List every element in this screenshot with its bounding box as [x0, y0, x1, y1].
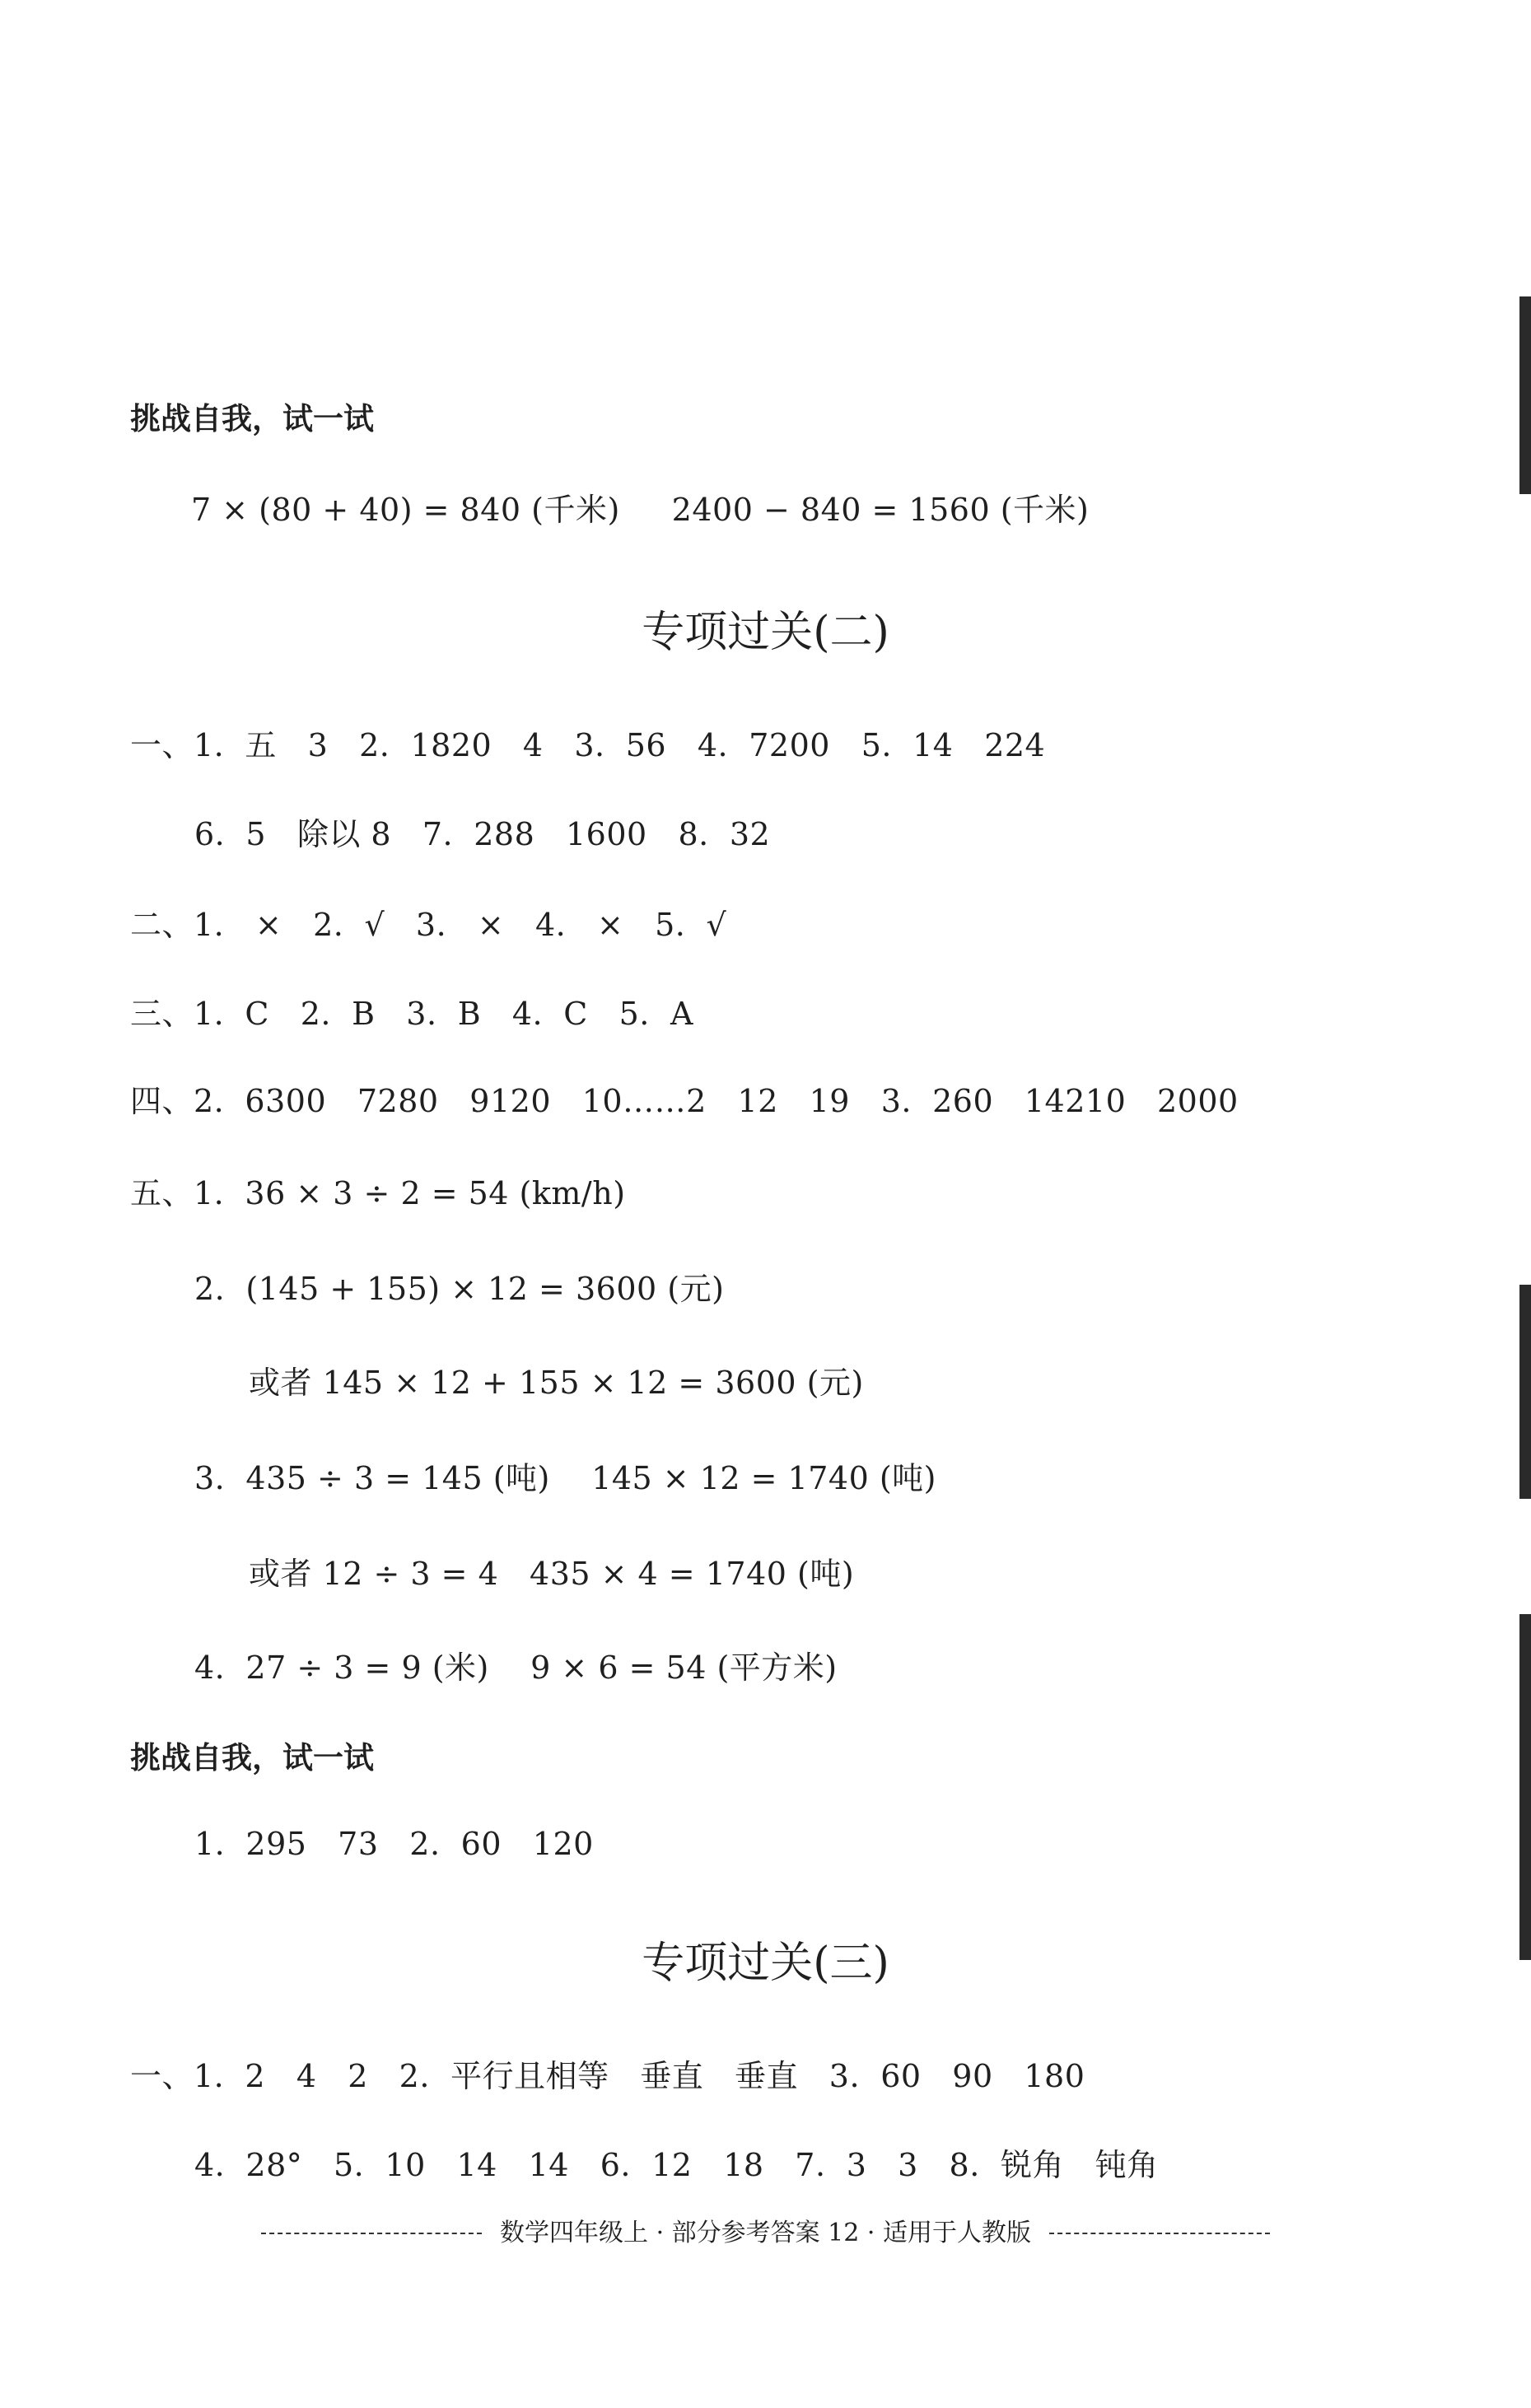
answer-line: 6. 5 除以 8 7. 288 1600 8. 32 — [194, 816, 771, 852]
answer-line: 1. 295 73 2. 60 120 — [194, 1826, 594, 1862]
answer-line: 4. 28° 5. 10 14 14 6. 12 18 7. 3 3 8. 锐角 钝角 — [194, 2147, 1159, 2183]
footer-rule-right — [1049, 2233, 1270, 2234]
answer-line: 3. 435 ÷ 3 = 145 (吨) 145 × 12 = 1740 (吨) — [194, 1460, 937, 1496]
answer-line: 2. (145 + 155) × 12 = 3600 (元) — [194, 1271, 725, 1307]
footer-rule-left — [261, 2233, 482, 2234]
challenge-heading-2: 挑战自我，试一试 — [130, 1740, 374, 1776]
answer-line: 三、1. C 2. B 3. B 4. C 5. A — [130, 996, 693, 1032]
scan-edge-middle — [1519, 1285, 1531, 1499]
answer-line: 五、1. 36 × 3 ÷ 2 = 54 (km/h) — [130, 1175, 626, 1211]
page-footer — [0, 2217, 1531, 2250]
challenge-heading-1: 挑战自我，试一试 — [130, 401, 374, 436]
answer-line: 一、1. 2 4 2 2. 平行且相等 垂直 垂直 3. 60 90 180 — [130, 2058, 1085, 2094]
answer-line: 7 × (80 + 40) = 840 (千米) 2400 − 840 = 1560 (千米) — [191, 492, 1090, 528]
scan-edge-bottom — [1519, 1614, 1531, 1960]
answer-line: 四、2. 6300 7280 9120 10……2 12 19 3. 260 14210 2000 — [130, 1083, 1239, 1119]
section-title-3: 专项过关(三) — [642, 1939, 889, 1988]
scan-edge-top — [1519, 296, 1531, 494]
answer-line: 一、1. 五 3 2. 1820 4 3. 56 4. 7200 5. 14 224 — [130, 727, 1046, 763]
answer-line: 二、1. × 2. √ 3. × 4. × 5. √ — [130, 907, 727, 943]
answer-line: 或者 12 ÷ 3 = 4 435 × 4 = 1740 (吨) — [249, 1556, 855, 1592]
section-title-2: 专项过关(二) — [642, 608, 889, 657]
answer-line: 或者 145 × 12 + 155 × 12 = 3600 (元) — [249, 1365, 864, 1401]
answer-line: 4. 27 ÷ 3 = 9 (米) 9 × 6 = 54 (平方米) — [194, 1650, 838, 1686]
footer-text: 数学四年级上 · 部分参考答案 12 · 适用于人教版 — [500, 2219, 1031, 2247]
